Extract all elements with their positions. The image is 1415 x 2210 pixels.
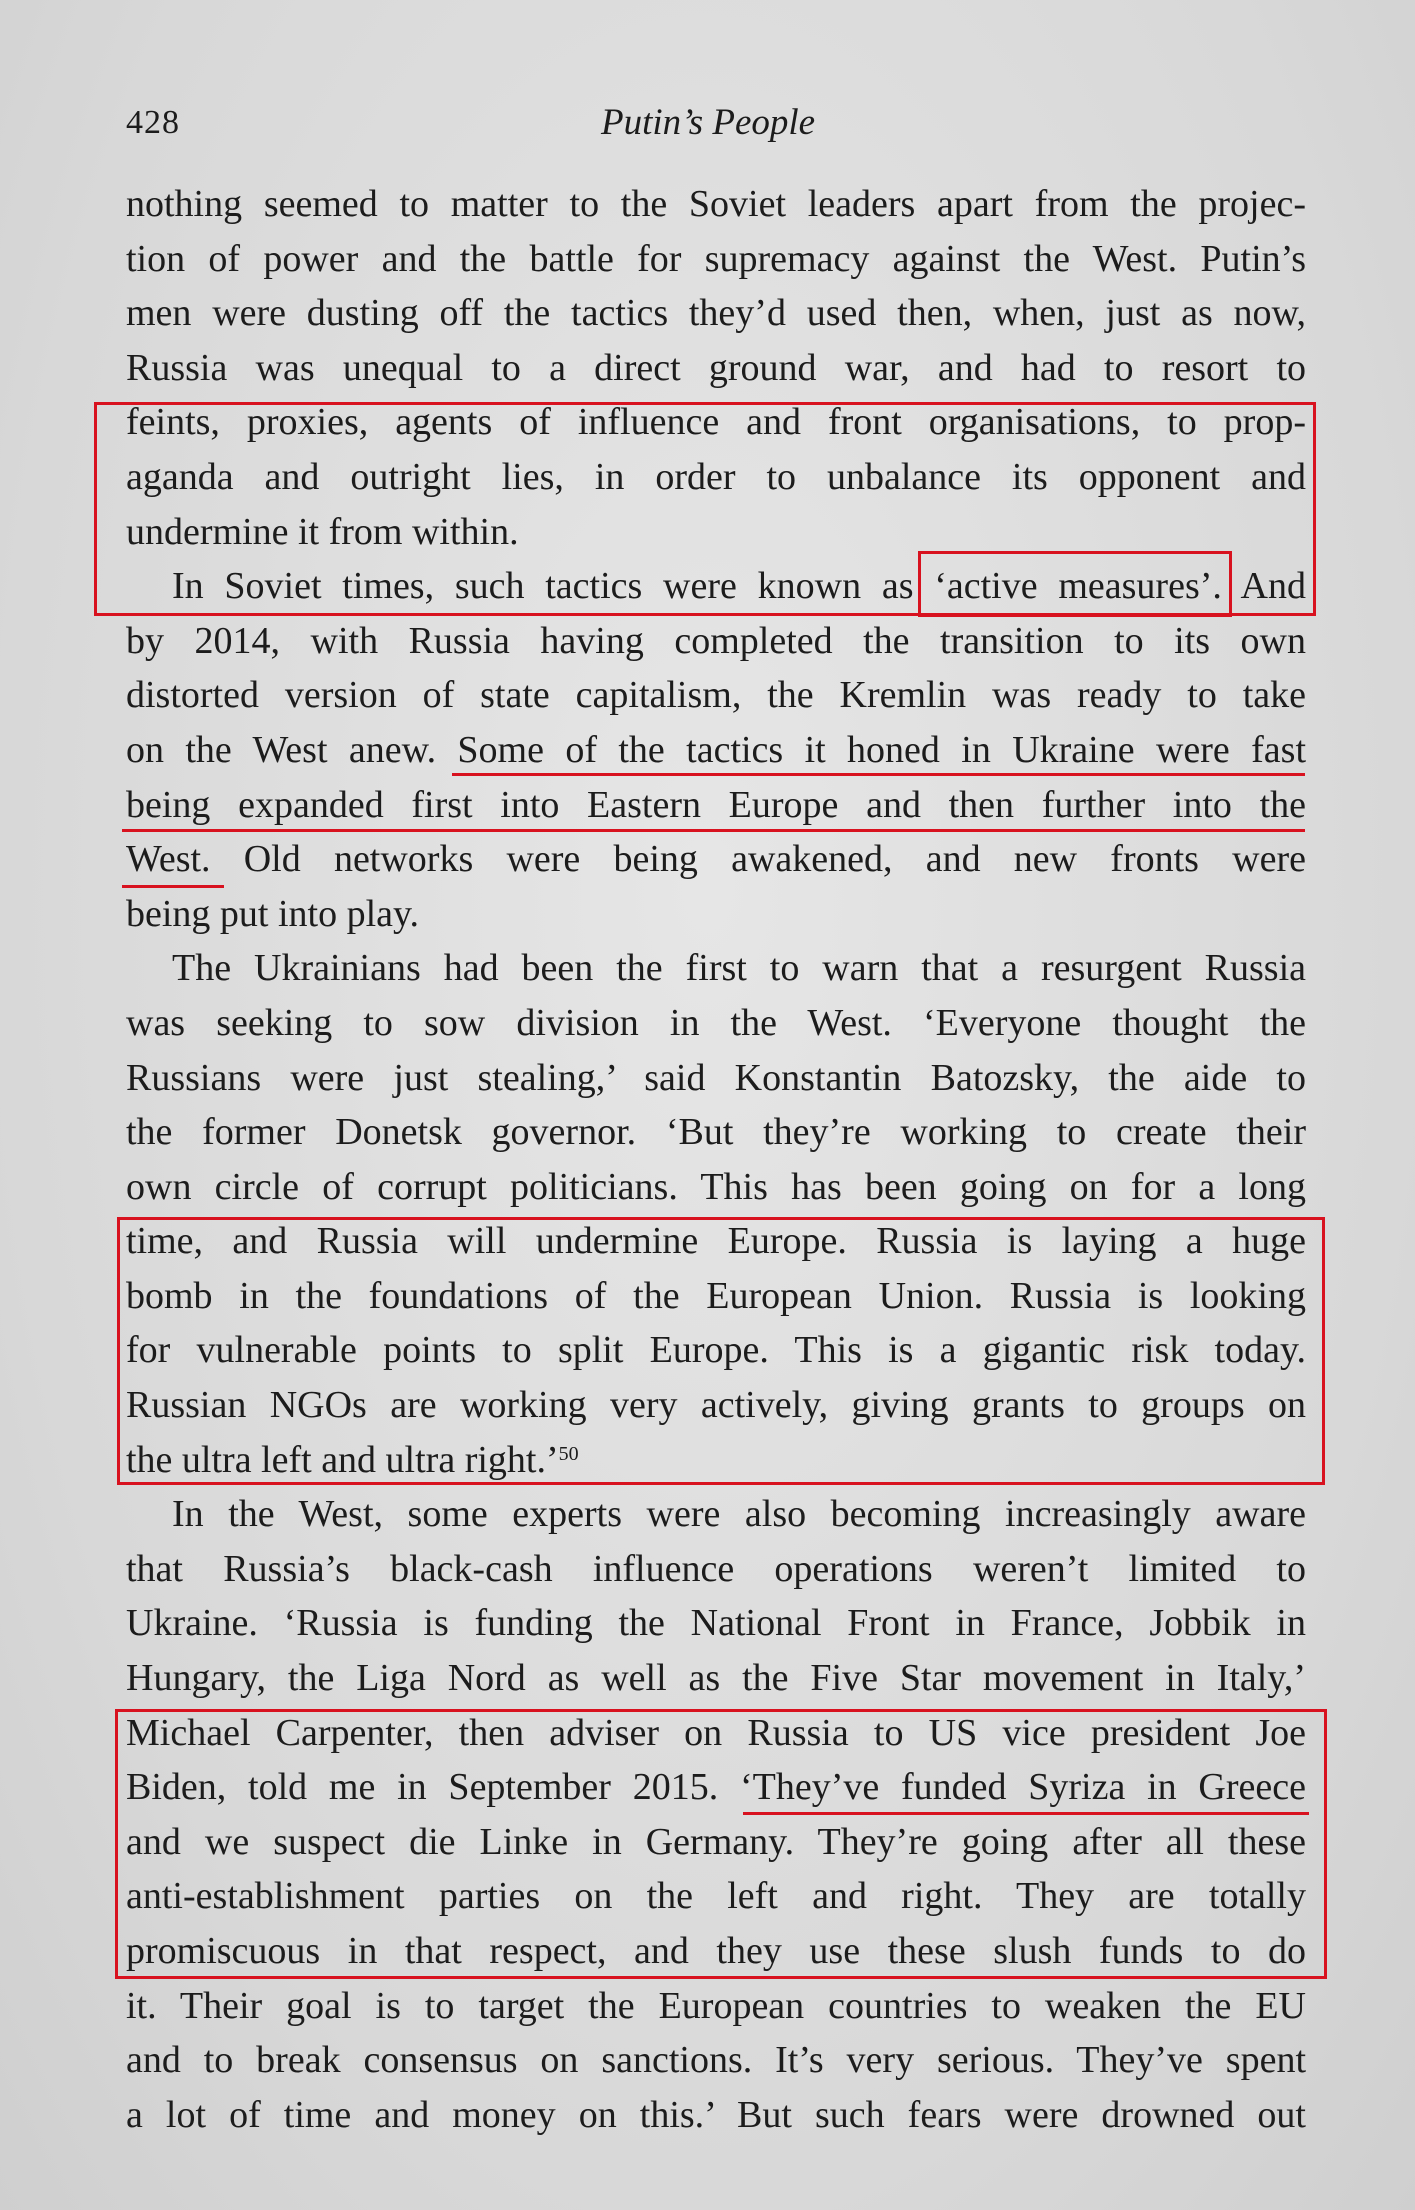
text-line: the ultra left and ultra right.’ bbox=[126, 1438, 559, 1481]
highlight-box-carpenter-quote bbox=[115, 1709, 1327, 1979]
text-line: that Russia’s black-cash influence operations weren’t limited to bbox=[126, 1547, 1306, 1590]
text-line: being put into play. bbox=[126, 892, 420, 935]
text-line: bomb in the foundations of the European Union. Russia is looking bbox=[126, 1274, 1306, 1317]
running-head: Putin’s People bbox=[601, 102, 816, 143]
text-line: men were dusting off the tactics they’d used then, when, just as now, bbox=[126, 292, 1306, 335]
text-line: Russian NGOs are working very actively, giving grants to groups on bbox=[126, 1384, 1306, 1427]
footnote-marker[interactable]: 50 bbox=[558, 1442, 579, 1465]
text-line: Hungary, the Liga Nord as well as the Five Star movement in Italy,’ bbox=[126, 1657, 1306, 1700]
text-line: tion of power and the battle for supremacy against the West. Putin’s bbox=[126, 237, 1306, 280]
text-line: In Soviet times, such tactics were known as ‘active measures’. And bbox=[172, 565, 1306, 608]
text-line: anti-establishment parties on the left and right. They are totally bbox=[126, 1875, 1306, 1918]
text-line: for vulnerable points to split Europe. This is a gigantic risk today. bbox=[126, 1329, 1306, 1372]
text-line: Biden, told me in September 2015. ‘They’ve funded Syriza in Greece bbox=[126, 1766, 1306, 1809]
highlight-box-undermine-europe bbox=[117, 1217, 1325, 1485]
underline-syriza bbox=[743, 1812, 1309, 1815]
page-header bbox=[126, 98, 1311, 148]
underline-tactics-honed bbox=[452, 773, 1305, 776]
text-line: distorted version of state capitalism, the Kremlin was ready to take bbox=[126, 674, 1306, 717]
text-line: and we suspect die Linke in Germany. They’re going after all these bbox=[126, 1820, 1306, 1863]
text-line: Russia was unequal to a direct ground war, and had to resort to bbox=[126, 346, 1306, 389]
text-line: on the West anew. Some of the tactics it honed in Ukraine were fast bbox=[126, 728, 1306, 771]
text-line: aganda and outright lies, in order to unbalance its opponent and bbox=[126, 455, 1306, 498]
text-line: undermine it from within. bbox=[126, 510, 519, 553]
text-line: Russians were just stealing,’ said Konstantin Batozsky, the aide to bbox=[126, 1056, 1306, 1099]
underline-expanded-into-europe bbox=[122, 829, 1305, 832]
text-line: promiscuous in that respect, and they use these slush funds to do bbox=[126, 1930, 1306, 1972]
page-number: 428 bbox=[126, 104, 180, 141]
text-line: and to break consensus on sanctions. It’s very serious. They’ve spent bbox=[126, 2039, 1306, 2082]
text-line: The Ukrainians had been the first to warn that a resurgent Russia bbox=[172, 947, 1306, 990]
text-line: a lot of time and money on this.’ But such fears were drowned out bbox=[126, 2093, 1306, 2136]
text-line: it. Their goal is to target the European countries to weaken the EU bbox=[126, 1984, 1306, 2027]
highlight-box-active-measures bbox=[918, 551, 1232, 617]
text-line: the former Donetsk governor. ‘But they’re working to create their bbox=[126, 1111, 1306, 1154]
text-line: West. Old networks were being awakened, and new fronts were bbox=[126, 838, 1306, 881]
text-line: Michael Carpenter, then adviser on Russia to US vice president Joe bbox=[126, 1711, 1306, 1754]
text-line: being expanded first into Eastern Europe and then further into the bbox=[126, 783, 1306, 826]
text-line: feints, proxies, agents of influence and front organisations, to prop- bbox=[126, 401, 1306, 444]
text-line: nothing seemed to matter to the Soviet leaders apart from the projec- bbox=[126, 183, 1306, 225]
text-line: own circle of corrupt politicians. This has been going on for a long bbox=[126, 1165, 1306, 1208]
text-line: time, and Russia will undermine Europe. Russia is laying a huge bbox=[126, 1220, 1306, 1263]
text-line: was seeking to sow division in the West. ‘Everyone thought the bbox=[126, 1001, 1306, 1044]
underline-west bbox=[122, 885, 224, 888]
text-line: Ukraine. ‘Russia is funding the National Front in France, Jobbik in bbox=[126, 1602, 1306, 1645]
text-line: In the West, some experts were also becoming increasingly aware bbox=[172, 1493, 1306, 1536]
text-line: by 2014, with Russia having completed the transition to its own bbox=[126, 619, 1306, 662]
